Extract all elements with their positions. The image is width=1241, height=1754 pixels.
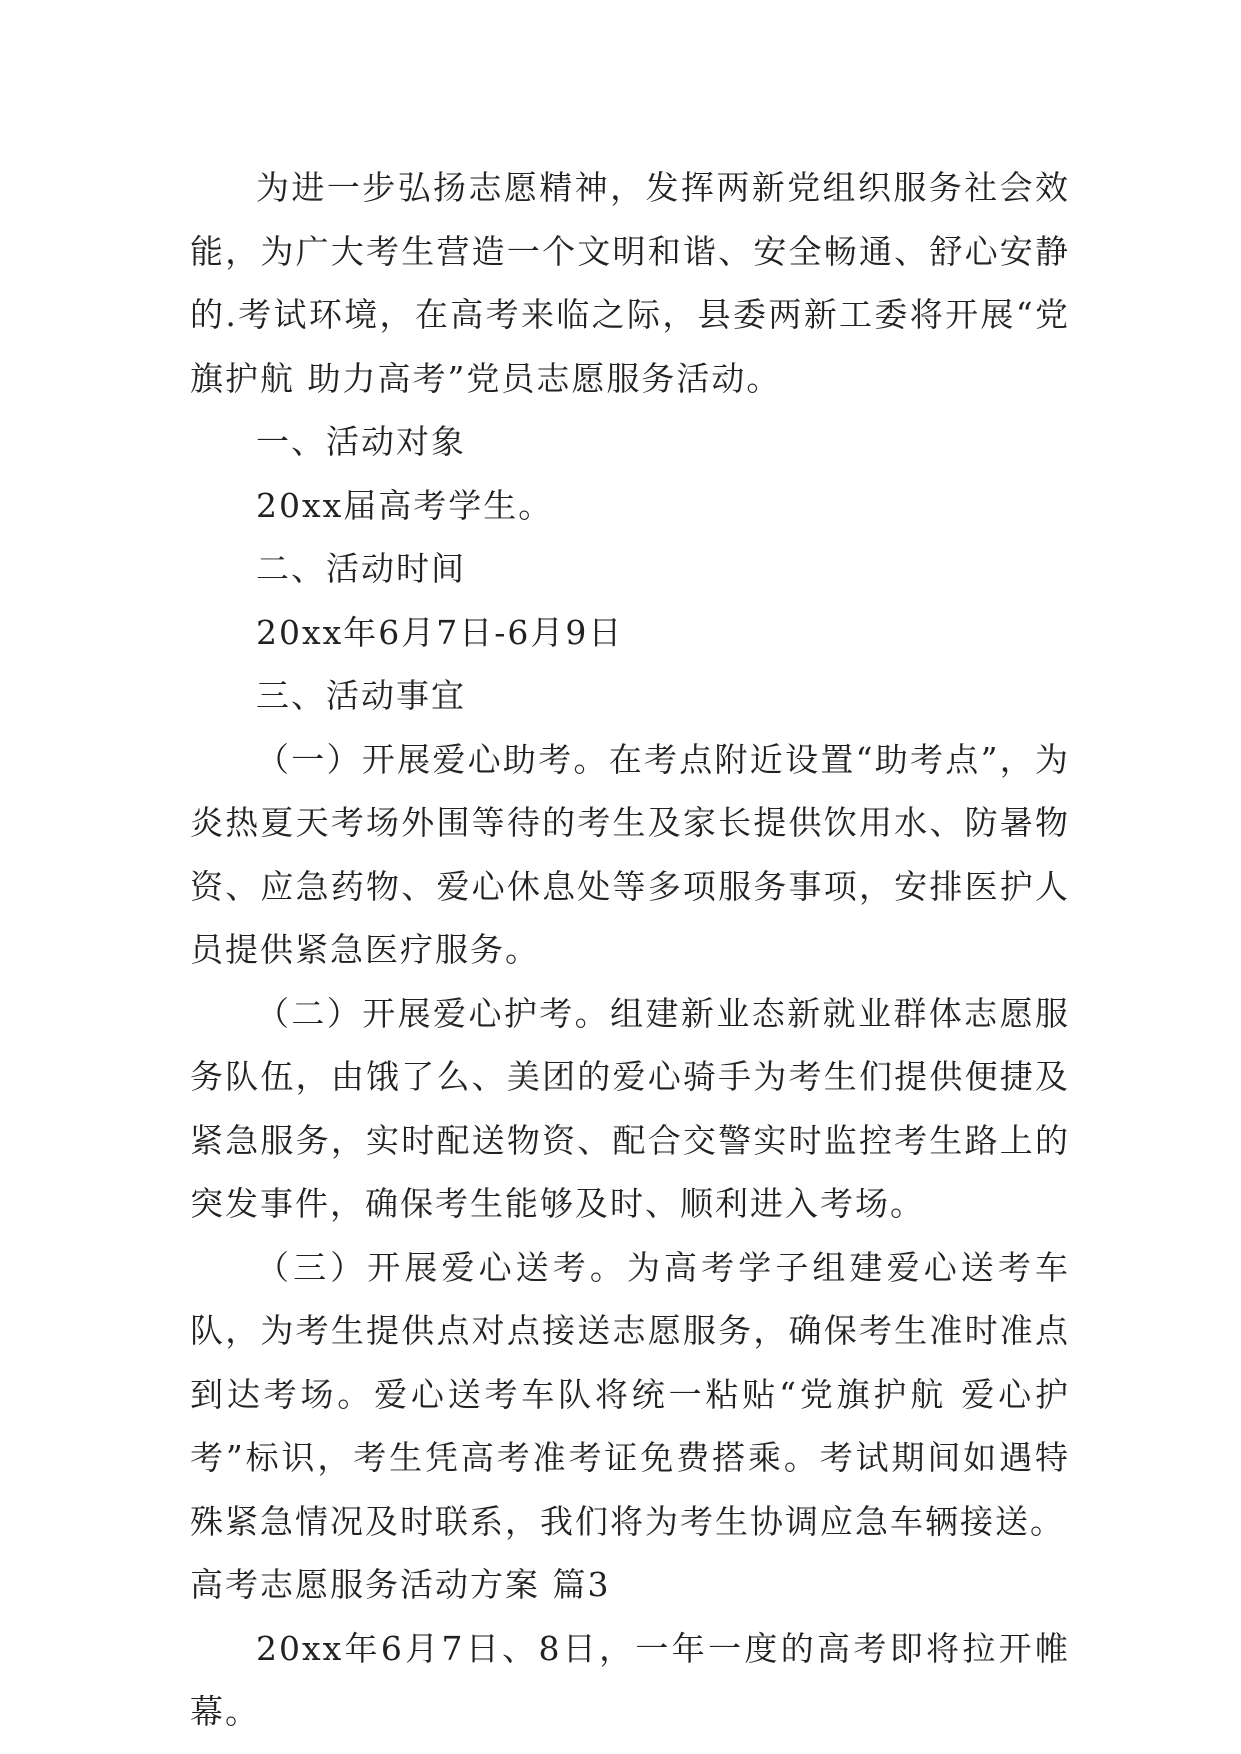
section-heading-target: 一、活动对象 xyxy=(256,422,466,461)
time-paragraph: 20xx年6月7日-6月9日 xyxy=(256,612,624,652)
plan-title: 高考志愿服务活动方案 篇3 xyxy=(190,1565,611,1604)
matter-paragraph-3: （三）开展爱心送考。为高考学子组建爱心送考车队，为考生提供点对点接送志愿服务，确保考生准时准点到达考场。爱心送考车队将统一粘贴“党旗护航 爱心护考”标识，考生凭高考准考证免费搭乘。考试期间如遇特殊紧急情况及时联系，我们将为考生协调应急车辆接送。 xyxy=(190,1247,1070,1541)
section-heading-matters: 三、活动事宜 xyxy=(256,676,466,715)
intro-paragraph: 为进一步弘扬志愿精神，发挥两新党组织服务社会效能，为广大考生营造一个文明和谐、安全畅通、舒心安静的.考试环境，在高考来临之际，县委两新工委将开展“党旗护航 助力高考”党员志愿服务活动。 xyxy=(190,168,1070,398)
section-heading-time: 二、活动时间 xyxy=(256,549,466,588)
plan-intro-paragraph: 20xx年6月7日、8日，一年一度的高考即将拉开帷幕。 xyxy=(190,1628,1070,1731)
target-paragraph: 20xx届高考学生。 xyxy=(256,485,554,525)
matter-paragraph-2: （二）开展爱心护考。组建新业态新就业群体志愿服务队伍，由饿了么、美团的爱心骑手为考生们提供便捷及紧急服务，实时配送物资、配合交警实时监控考生路上的突发事件，确保考生能够及时、顺利进入考场。 xyxy=(190,993,1070,1223)
matter-paragraph-1: （一）开展爱心助考。在考点附近设置“助考点”，为炎热夏天考场外围等待的考生及家长提供饮用水、防暑物资、应急药物、爱心休息处等多项服务事项，安排医护人员提供紧急医疗服务。 xyxy=(190,739,1070,969)
document-body xyxy=(190,156,1070,1744)
